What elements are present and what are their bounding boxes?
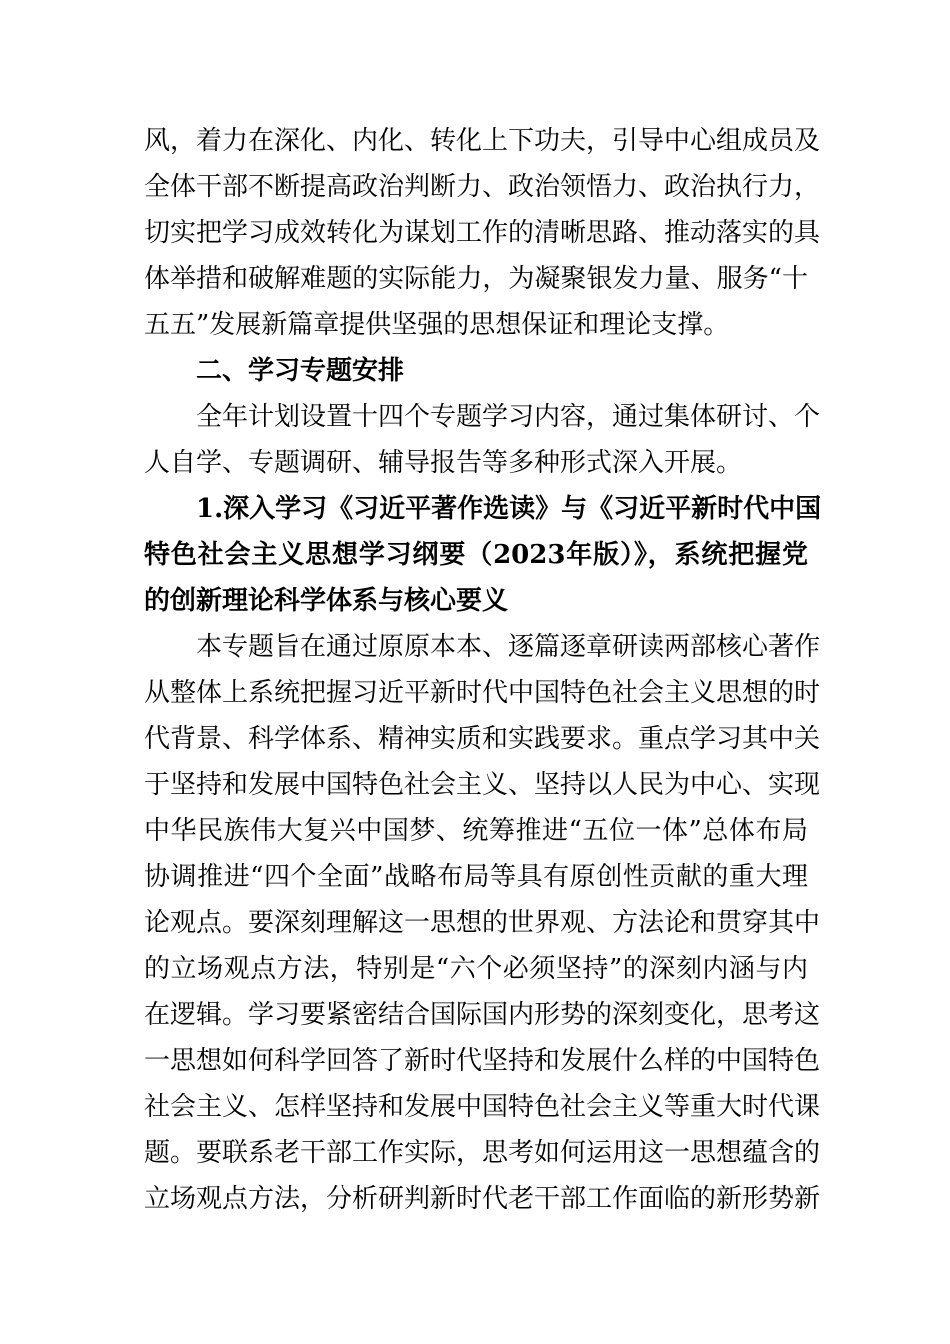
text-line: 风，着力在深化、内化、转化上下功夫，引导中心组成员及 xyxy=(144,126,821,156)
text-line: 1.深入学习《习近平著作选读》与《习近平新时代中国 xyxy=(196,494,822,524)
text-line: 从整体上系统把握习近平新时代中国特色社会主义思想的时 xyxy=(144,678,821,708)
text-line: 全体干部不断提高政治判断力、政治领悟力、政治执行力， xyxy=(144,172,821,202)
topic-1-heading xyxy=(144,486,822,624)
text-line: 论观点。要深刻理解这一思想的世界观、方法论和贯穿其中 xyxy=(144,908,821,938)
text-line: 于坚持和发展中国特色社会主义、坚持以人民为中心、实现 xyxy=(144,770,821,800)
text-line: 社会主义、怎样坚持和发展中国特色社会主义等重大时代课 xyxy=(144,1092,821,1122)
text-line: 特色社会主义思想学习纲要（2023年版）》，系统把握党 xyxy=(144,540,808,570)
text-line: 体举措和破解难题的实际能力，为凝聚银发力量、服务“十 xyxy=(144,264,808,294)
section-heading: 二、学习专题安排 xyxy=(196,356,405,386)
text-line: 本专题旨在通过原原本本、逐篇逐章研读两部核心著作 xyxy=(196,632,821,662)
text-line: 人自学、专题调研、辅导报告等多种形式深入开展。 xyxy=(144,448,743,478)
paragraph-plan xyxy=(144,394,821,486)
text-line: 立场观点方法，分析研判新时代老干部工作面临的新形势新 xyxy=(144,1184,821,1214)
text-line: 全年计划设置十四个专题学习内容，通过集体研讨、个 xyxy=(196,402,821,432)
text-line: 的立场观点方法，特别是“六个必须坚持”的深刻内涵与内 xyxy=(144,954,808,984)
text-line: 的创新理论科学体系与核心要义 xyxy=(144,586,509,616)
document-body xyxy=(144,118,822,1222)
text-line: 中华民族伟大复兴中国梦、统筹推进“五位一体”总体布局 xyxy=(144,816,808,846)
text-line: 题。要联系老干部工作实际，思考如何运用这一思想蕴含的 xyxy=(144,1138,821,1168)
text-line: 五五”发展新篇章提供坚强的思想保证和理论支撑。 xyxy=(144,310,730,340)
paragraph-topic-1 xyxy=(144,624,821,1222)
text-line: 协调推进“四个全面”战略布局等具有原创性贡献的重大理 xyxy=(144,862,808,892)
text-line: 切实把学习成效转化为谋划工作的清晰思路、推动落实的具 xyxy=(144,218,821,248)
text-line: 代背景、科学体系、精神实质和实践要求。重点学习其中关 xyxy=(144,724,821,754)
text-line: 一思想如何科学回答了新时代坚持和发展什么样的中国特色 xyxy=(144,1046,821,1076)
paragraph-intro xyxy=(144,118,821,348)
text-line: 在逻辑。学习要紧密结合国际国内形势的深刻变化，思考这 xyxy=(144,1000,821,1030)
